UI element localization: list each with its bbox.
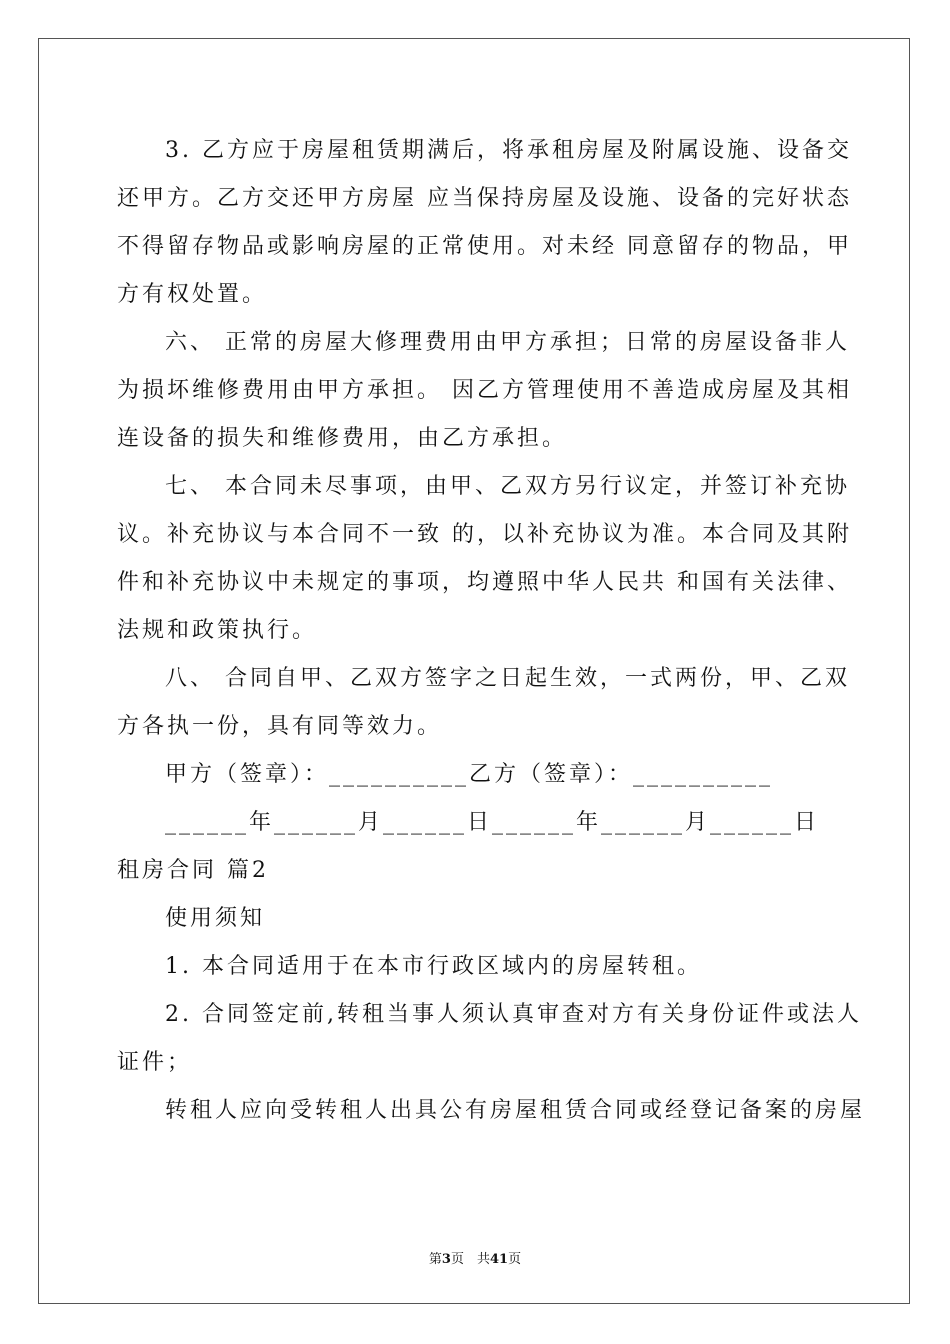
paragraph-line: 六、 正常的房屋大修理费用由甲方承担；日常的房屋设备非人 [165, 330, 850, 355]
notice-item: 转租人应向受转租人出具公有房屋租赁合同或经登记备案的房屋 [165, 1098, 866, 1123]
paragraph-line: 议。补充协议与本合同不一致 的，以补充协议为准。本合同及其附 [117, 522, 852, 547]
signature-parties: 甲方（签章）：__________乙方（签章）：__________ [165, 762, 774, 787]
paragraph-line: 连设备的损失和维修费用，由乙方承担。 [117, 426, 568, 451]
total-page-count: 41 [489, 1252, 509, 1267]
notice-item: 证件； [117, 1050, 193, 1075]
paragraph-line: 3. 乙方应于房屋租赁期满后，将承租房屋及附属设施、设备交 [165, 138, 852, 163]
paragraph-line: 七、 本合同未尽事项，由甲、乙双方另行议定，并签订补充协 [165, 474, 850, 499]
paragraph-line: 还甲方。乙方交还甲方房屋 应当保持房屋及设施、设备的完好状态 [117, 186, 852, 211]
paragraph-line: 方各执一份，具有同等效力。 [117, 714, 443, 739]
notice-heading: 使用须知 [165, 906, 266, 931]
paragraph-line: 件和补充协议中未规定的事项，均遵照中华人民共 和国有关法律、 [117, 570, 852, 595]
paragraph-line: 不得留存物品或影响房屋的正常使用。对未经 同意留存的物品，甲 [117, 234, 852, 259]
paragraph-line: 法规和政策执行。 [117, 618, 318, 643]
paragraph-line: 八、 合同自甲、乙双方签字之日起生效，一式两份，甲、乙双 [165, 666, 850, 691]
footer-prefix: 第 [428, 1252, 442, 1267]
footer-suffix: 页 [508, 1252, 522, 1267]
current-page-number: 3 [441, 1252, 451, 1267]
document-body [117, 127, 866, 1135]
signature-dates: ______年______月______日______年______月______日 [165, 810, 820, 835]
paragraph-line: 为损坏维修费用由甲方承担。 因乙方管理使用不善造成房屋及其相 [117, 378, 852, 403]
notice-item: 1. 本合同适用于在本市行政区域内的房屋转租。 [165, 954, 702, 979]
notice-item: 2. 合同签定前,转租当事人须认真审查对方有关身份证件或法人 [165, 1002, 862, 1027]
footer-mid: 页 共 [450, 1252, 490, 1267]
page-footer [0, 1248, 950, 1267]
paragraph-line: 方有权处置。 [117, 282, 268, 307]
section-title: 租房合同 篇2 [117, 858, 269, 883]
